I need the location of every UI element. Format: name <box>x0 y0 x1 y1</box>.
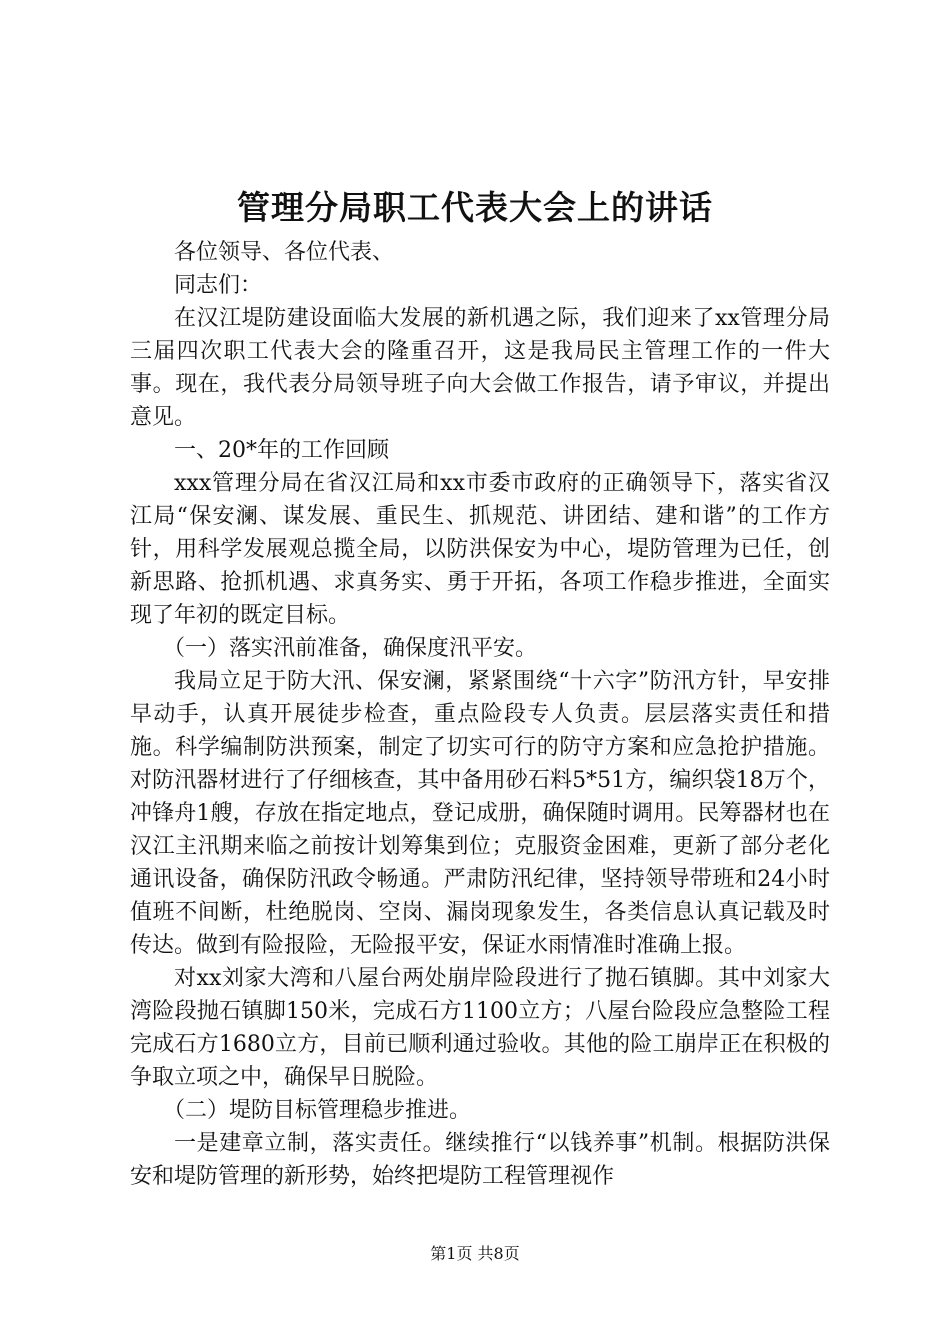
paragraph-riprap: 对xx刘家大湾和八屋台两处崩岸险段进行了抛石镇脚。其中刘家大湾险段抛石镇脚150米，完成石方1100立方；八屋台险段应急整险工程完成石方1680立方，目前已顺利通过验收。其他的险工崩岸正在积极的争取立项之中，确保早日脱险。 <box>130 966 830 1090</box>
page-footer: 第1页 共8页 <box>430 1244 520 1263</box>
paragraph-intro: 在汉江堤防建设面临大发展的新机遇之际，我们迎来了xx管理分局三届四次职工代表大会的隆重召开，这是我局民主管理工作的一件大事。现在，我代表分局领导班子向大会做工作报告，请予审议，并提出意见。 <box>130 306 830 430</box>
paragraph-salutation-1: 各位领导、各位代表、 <box>174 240 395 265</box>
paragraph-rules: 一是建章立制，落实责任。继续推行“以钱养事”机制。根据防洪保安和堤防管理的新形势，始终把堤防工程管理视作 <box>130 1131 830 1189</box>
paragraph-salutation-2: 同志们： <box>174 273 263 298</box>
paragraph-overview: xxx管理分局在省汉江局和xx市委市政府的正确领导下，落实省汉江局“保安澜、谋发展、重民生、抓规范、讲团结、建和谐”的工作方针，用科学发展观总揽全局，以防洪保安为中心，堤防管理为已任，创新思路、抢抓机遇、求真务实、勇于开拓，各项工作稳步推进，全面实现了年初的既定目标。 <box>130 471 830 628</box>
section-heading-review: 一、20*年的工作回顾 <box>174 438 389 463</box>
paragraph-flood-prep: 我局立足于防大汛、保安澜，紧紧围绕“十六字”防汛方针，早安排早动手，认真开展徒步检查，重点险段专人负责。层层落实责任和措施。科学编制防洪预案，制定了切实可行的防守方案和应急抢护措施。对防汛器材进行了仔细核查，其中备用砂石料5*51方，编织袋18万个，冲锋舟1艘，存放在指定地点，登记成册，确保随时调用。民筹器材也在汉江主汛期来临之前按计划筹集到位；克服资金困难，更新了部分老化通讯设备，确保防汛政令畅通。严肃防汛纪律，坚持领导带班和24小时值班不间断，杜绝脱岗、空岗、漏岗现象发生，各类信息认真记载及时传达。做到有险报险，无险报平安，保证水雨情准时准确上报。 <box>130 669 830 958</box>
subsection-heading-2: （二）堤防目标管理稳步推进。 <box>163 1098 472 1123</box>
subsection-heading-1: （一）落实汛前准备，确保度汛平安。 <box>163 636 538 661</box>
document-title: 管理分局职工代表大会上的讲话 <box>237 188 713 227</box>
document-body <box>130 236 830 1193</box>
